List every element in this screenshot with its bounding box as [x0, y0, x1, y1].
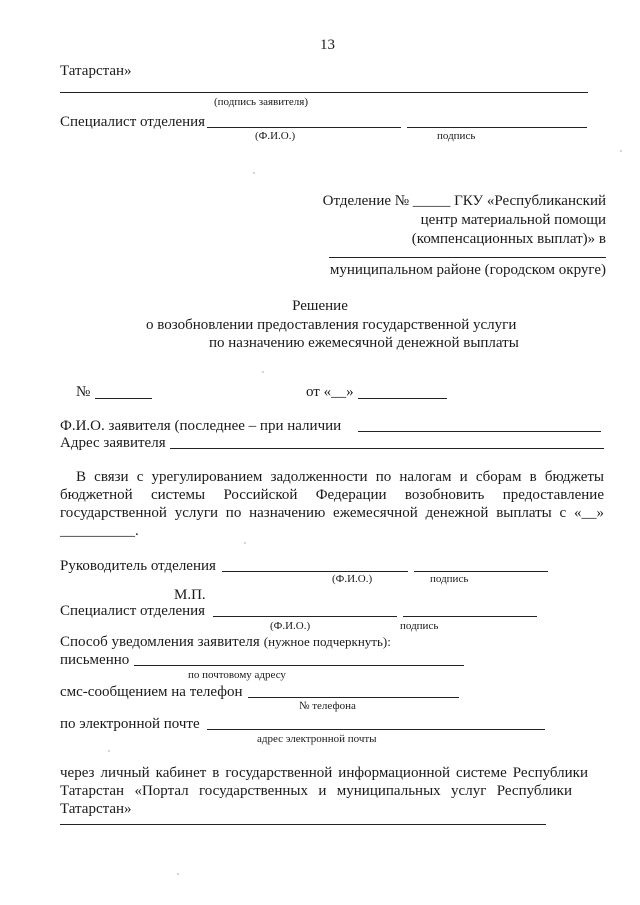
document-subtitle-2: по назначению ежемесячной денежной выплаты [209, 335, 519, 351]
portal-option-line-1[interactable]: через личный кабинет в государственной информационной системе Республики [60, 765, 588, 781]
portal-option-line-3: Татарстан» [60, 801, 132, 817]
specialist-fio-line[interactable] [213, 616, 397, 617]
scan-speck [253, 172, 255, 174]
email-address-line[interactable] [207, 729, 545, 730]
email-option-label[interactable]: по электронной почте [60, 716, 200, 732]
addressee-line-3: (компенсационных выплат)» в [411, 231, 606, 247]
head-fio-caption: (Ф.И.О.) [332, 573, 373, 585]
number-label: № [76, 384, 91, 400]
document-title: Решение [292, 298, 348, 314]
head-signature-caption: подпись [430, 573, 469, 585]
specialist-fio-caption: (Ф.И.О.) [270, 620, 311, 632]
postal-address-caption: по почтовому адресу [188, 669, 286, 681]
phone-number-caption: № телефона [299, 700, 356, 712]
head-label: Руководитель отделения [60, 558, 216, 574]
applicant-signature-line[interactable] [60, 92, 588, 93]
sms-option-label[interactable]: смс-сообщением на телефон [60, 684, 243, 700]
head-signature-line[interactable] [414, 571, 548, 572]
specialist-signature-line[interactable] [403, 616, 537, 617]
body-line-3: государственной услуги по назначению ежемесячной денежной выплаты с «__» [60, 505, 604, 521]
addressee-line-4: муниципальном районе (городском округе) [329, 262, 606, 278]
date-label: от «__» [306, 384, 354, 400]
district-blank-line[interactable] [329, 257, 606, 258]
postal-address-line[interactable] [134, 665, 464, 666]
page-number: 13 [320, 37, 335, 53]
scan-speck [177, 873, 179, 875]
scan-speck [262, 371, 264, 373]
specialist-fio-line-top[interactable] [207, 127, 401, 128]
continuation-text: Татарстан» [60, 63, 132, 79]
body-line-1: В связи с урегулированием задолженности по налогам и сборам в бюджеты [76, 469, 604, 485]
specialist-signature-caption: подпись [400, 620, 439, 632]
applicant-address-line[interactable] [170, 448, 604, 449]
specialist-signature-caption-top: подпись [437, 130, 476, 142]
addressee-line-1: Отделение № _____ ГКУ «Республиканский [322, 193, 606, 209]
body-line-2: бюджетной системы Российской Федерации возобновить предоставление [60, 487, 604, 503]
date-blank[interactable] [358, 398, 447, 399]
written-option-label[interactable]: письменно [60, 652, 130, 668]
email-address-caption: адрес электронной почты [257, 733, 377, 745]
applicant-address-label: Адрес заявителя [60, 435, 166, 451]
notification-heading: Способ уведомления заявителя [60, 634, 260, 650]
specialist-label: Специалист отделения [60, 603, 206, 619]
specialist-fio-caption-top: (Ф.И.О.) [255, 130, 296, 142]
specialist-label-top: Специалист отделения [60, 114, 206, 130]
phone-number-line[interactable] [248, 697, 459, 698]
portal-blank-line[interactable] [60, 824, 546, 825]
applicant-fio-line[interactable] [358, 431, 601, 432]
stamp-label: М.П. [174, 587, 206, 603]
specialist-signature-line-top[interactable] [407, 127, 587, 128]
head-fio-line[interactable] [222, 571, 408, 572]
document-subtitle-1: о возобновлении предоставления государственной услуги [146, 317, 517, 333]
applicant-signature-caption: (подпись заявителя) [214, 96, 309, 108]
scan-speck [108, 750, 110, 752]
notification-heading-row [60, 633, 391, 651]
scan-speck [244, 542, 246, 544]
number-blank[interactable] [95, 398, 152, 399]
portal-option-line-2: Татарстан «Портал государственных и муниципальных услуг Республики [60, 783, 572, 799]
body-line-4: __________. [60, 523, 139, 539]
notification-heading-note: (нужное подчеркнуть): [263, 634, 391, 649]
addressee-line-2: центр материальной помощи [420, 212, 606, 228]
applicant-fio-label: Ф.И.О. заявителя (последнее – при наличии [60, 418, 342, 434]
scan-speck [620, 150, 622, 152]
